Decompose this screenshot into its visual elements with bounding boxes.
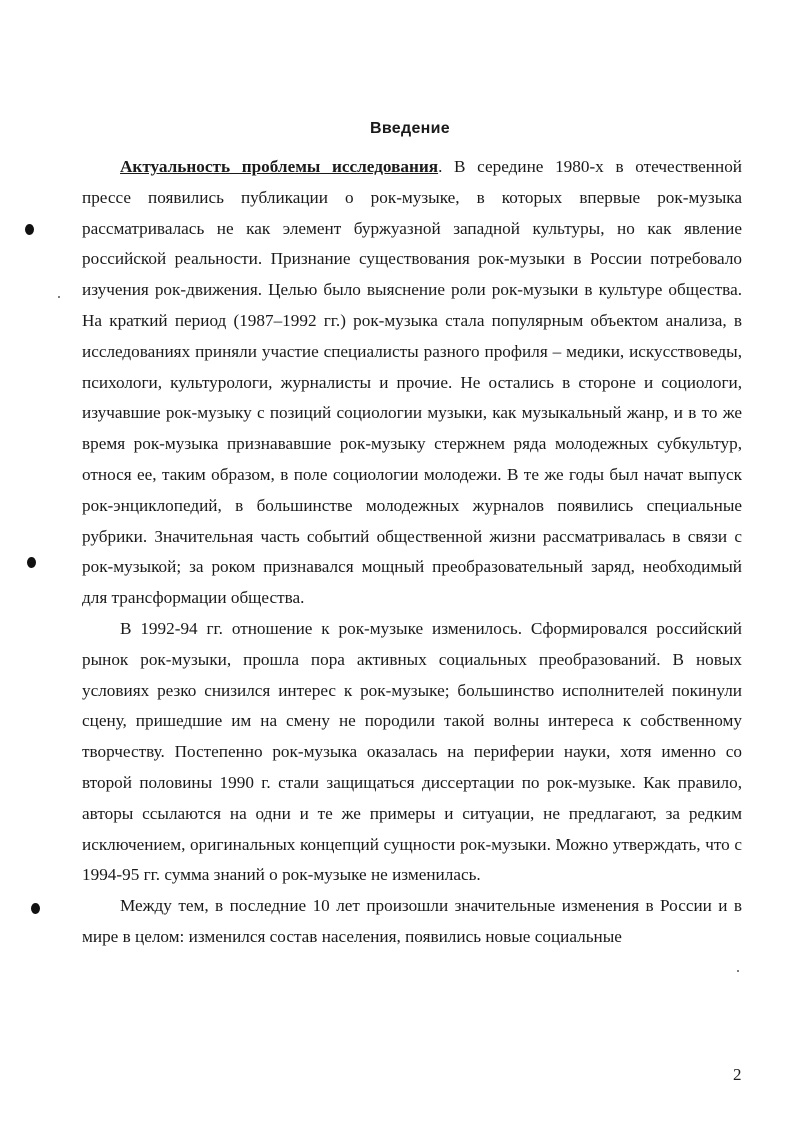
punch-hole-mark bbox=[25, 224, 34, 235]
paragraph-3: Между тем, в последние 10 лет произошли значительные изменения в России и в мире в целом: изменился состав населения, появились новые социальные bbox=[82, 896, 742, 946]
page-number: 2 bbox=[733, 1065, 742, 1084]
paragraph-lead: Актуальность проблемы исследования bbox=[120, 157, 439, 176]
paragraph-2: В 1992-94 гг. отношение к рок-музыке изменилось. Сформировался российский рынок рок-музыки, прошла пора активных социальных преобразований. В новых условиях резко снизился интерес к рок-музыке; большинство исполнителей покинули сцену, пришедшие им на смену не породили такой волны интереса к собственному творчеству. Постепенно рок-музыка оказалась на периферии науки, хотя именно со второй половины 1990 г. стали защищаться диссертации по рок-музыке. Как правило, авторы ссылаются на одни и те же примеры и ситуации, не предлагают, за редким исключением, оригинальных концепций сущности рок-музыки. Можно утверждать, что с 1994-95 гг. сумма знаний о рок-музыке не изменилась. bbox=[82, 618, 742, 885]
scan-speck bbox=[737, 970, 739, 972]
paragraph-text: . В середине 1980-х в отечественной прессе появились публикации о рок-музыке, в которых впервые рок-музыка рассматривалась не как элемент буржуазной западной культуры, но как явление российской реальности. Признание существования рок-музыки в России потребовало изучения рок-движения. Целью было выяснение роли рок-музыки в культуре общества. На краткий период (1987–1992 гг.) рок-музыка стала популярным объектом анализа, в исследованиях приняли участие специалисты разного профиля – медики, искусствоведы, психологи, культурологи, журналисты и прочие. Не остались в стороне и социологи, изучавшие рок-музыку с позиций социологии музыки, как музыкальный жанр, и в то же время рок-музыка признававшие рок-музыку стержнем ряда молодежных субкультур, относя ее, таким образом, в поле социологии молодежи. В те же годы был начат выпуск рок-энциклопедий, в большинстве молодежных журналов появились специальные рубрики. Значительная часть событий общественной жизни рассматривалась в связи с рок-музыкой; за роком признавался мощный преобразовательный заряд, необходимый для трансформации общества. bbox=[82, 157, 742, 608]
scan-speck bbox=[58, 296, 60, 298]
punch-hole-mark bbox=[31, 903, 40, 914]
page-title: Введение bbox=[370, 120, 450, 137]
paragraph-1 bbox=[82, 152, 742, 614]
punch-hole-mark bbox=[27, 557, 36, 568]
body-text bbox=[82, 152, 742, 953]
